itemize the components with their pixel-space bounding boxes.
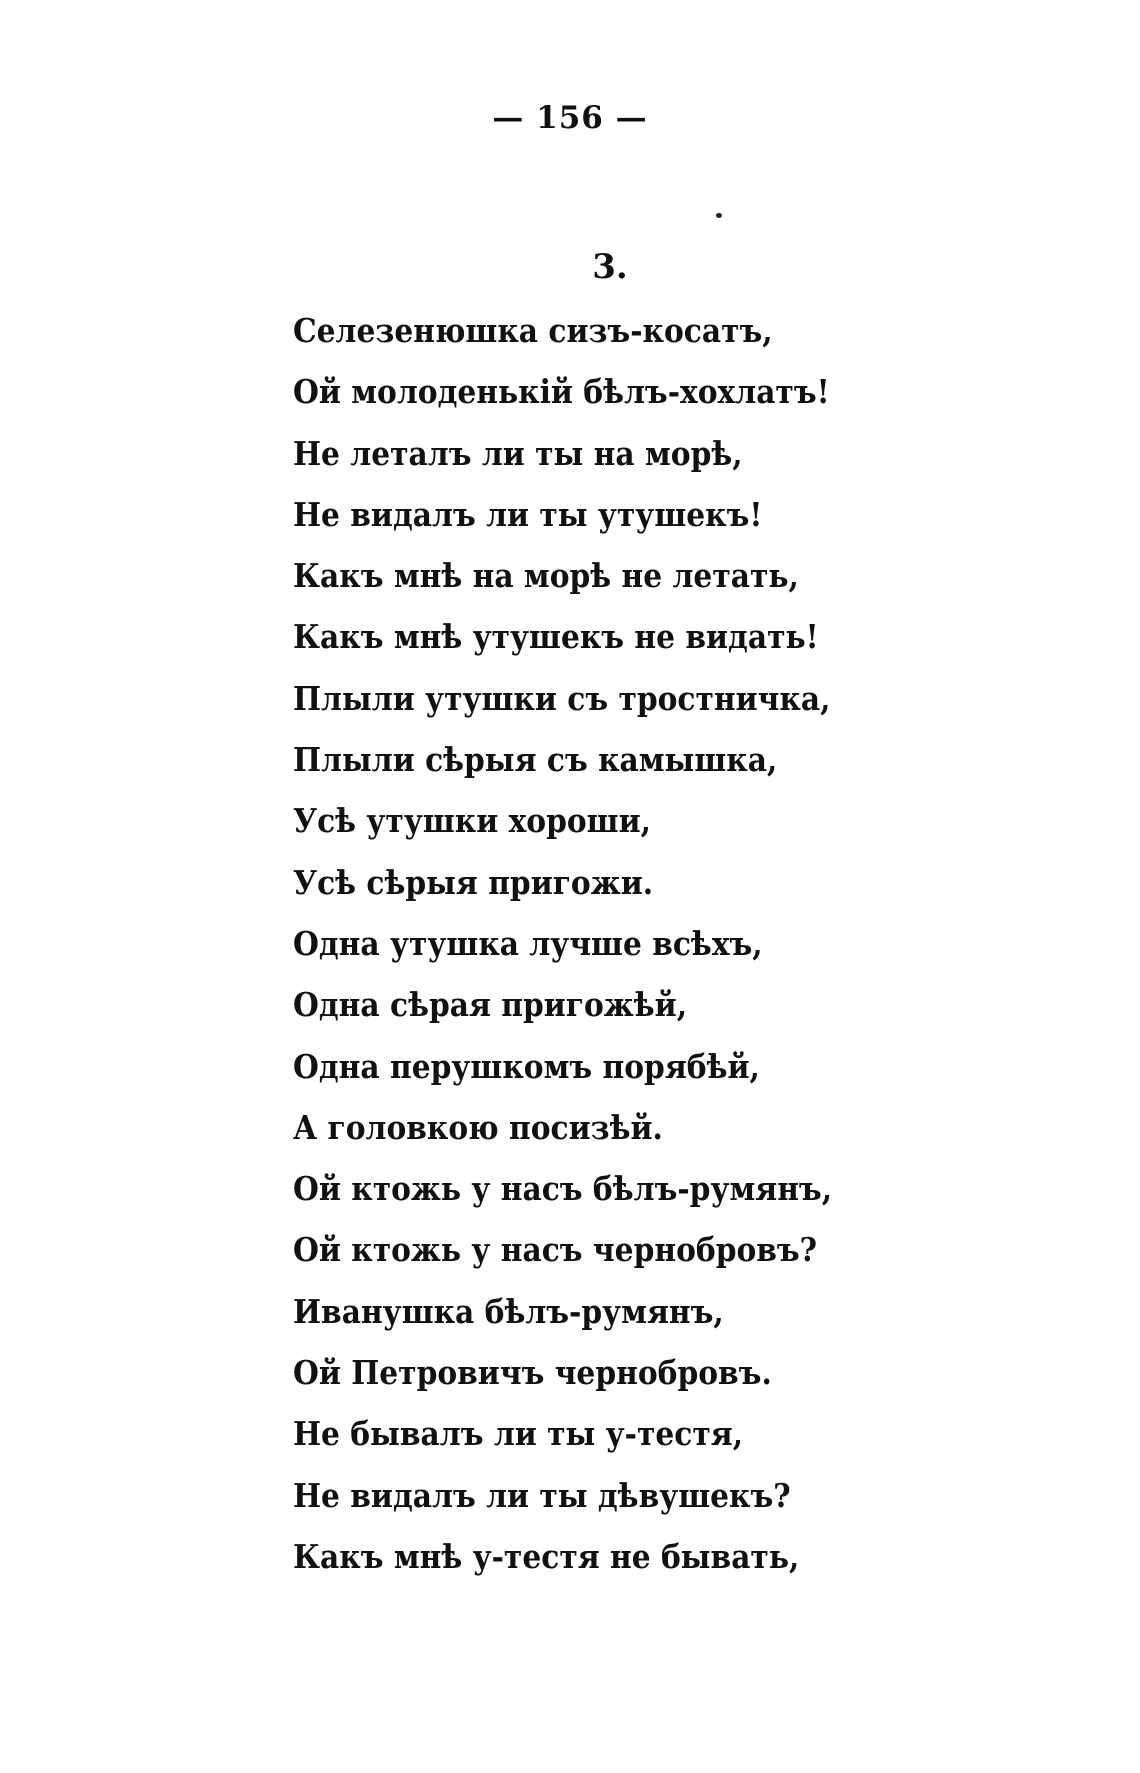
poem-line: Селезенюшка сизъ-косатъ, [293,311,773,350]
poem-line: Усѣ утушки хороши, [293,801,651,841]
poem-line: Ой Петровичъ чернобровъ. [293,1353,772,1393]
section-number: 3. [592,247,628,287]
poem-line: Не видалъ ли ты дѣвушекъ? [293,1475,791,1515]
poem-line: Плыли сѣрыя съ камышка, [293,740,778,780]
poem-line: Ой молоденькій бѣлъ-хохлатъ! [293,372,830,412]
poem-line: Какъ мнѣ утушекъ не видать! [293,617,819,657]
poem-line: Усѣ сѣрыя пригожи. [293,862,654,902]
poem-line: Одна утушка лучше всѣхъ, [293,923,763,963]
poem-line: Ой ктожь у насъ бѣлъ-румянъ, [293,1169,833,1209]
poem-line: Плыли утушки съ тростничка, [293,678,831,718]
poem-line: Не леталъ ли ты на морѣ, [293,433,743,473]
poem-line: А головкою посизѣй. [293,1107,663,1147]
poem-text [293,300,1073,1587]
poem-line: Не бывалъ ли ты у-тестя, [293,1414,744,1454]
poem-line: Не видалъ ли ты утушекъ! [293,494,763,534]
poem-line: Одна перушкомъ порябѣй, [293,1046,760,1086]
poem-line: Какъ мнѣ у-тестя не бывать, [293,1536,800,1576]
page-number: — 156 — [492,100,648,136]
poem-line: Ой ктожь у насъ чернобровъ? [293,1230,818,1270]
poem-line: Иванушка бѣлъ-румянъ, [293,1291,724,1331]
poem-line: Одна сѣрая пригожѣй, [293,985,688,1025]
ink-speck [716,213,722,218]
poem-line: Какъ мнѣ на морѣ не летать, [293,556,799,596]
